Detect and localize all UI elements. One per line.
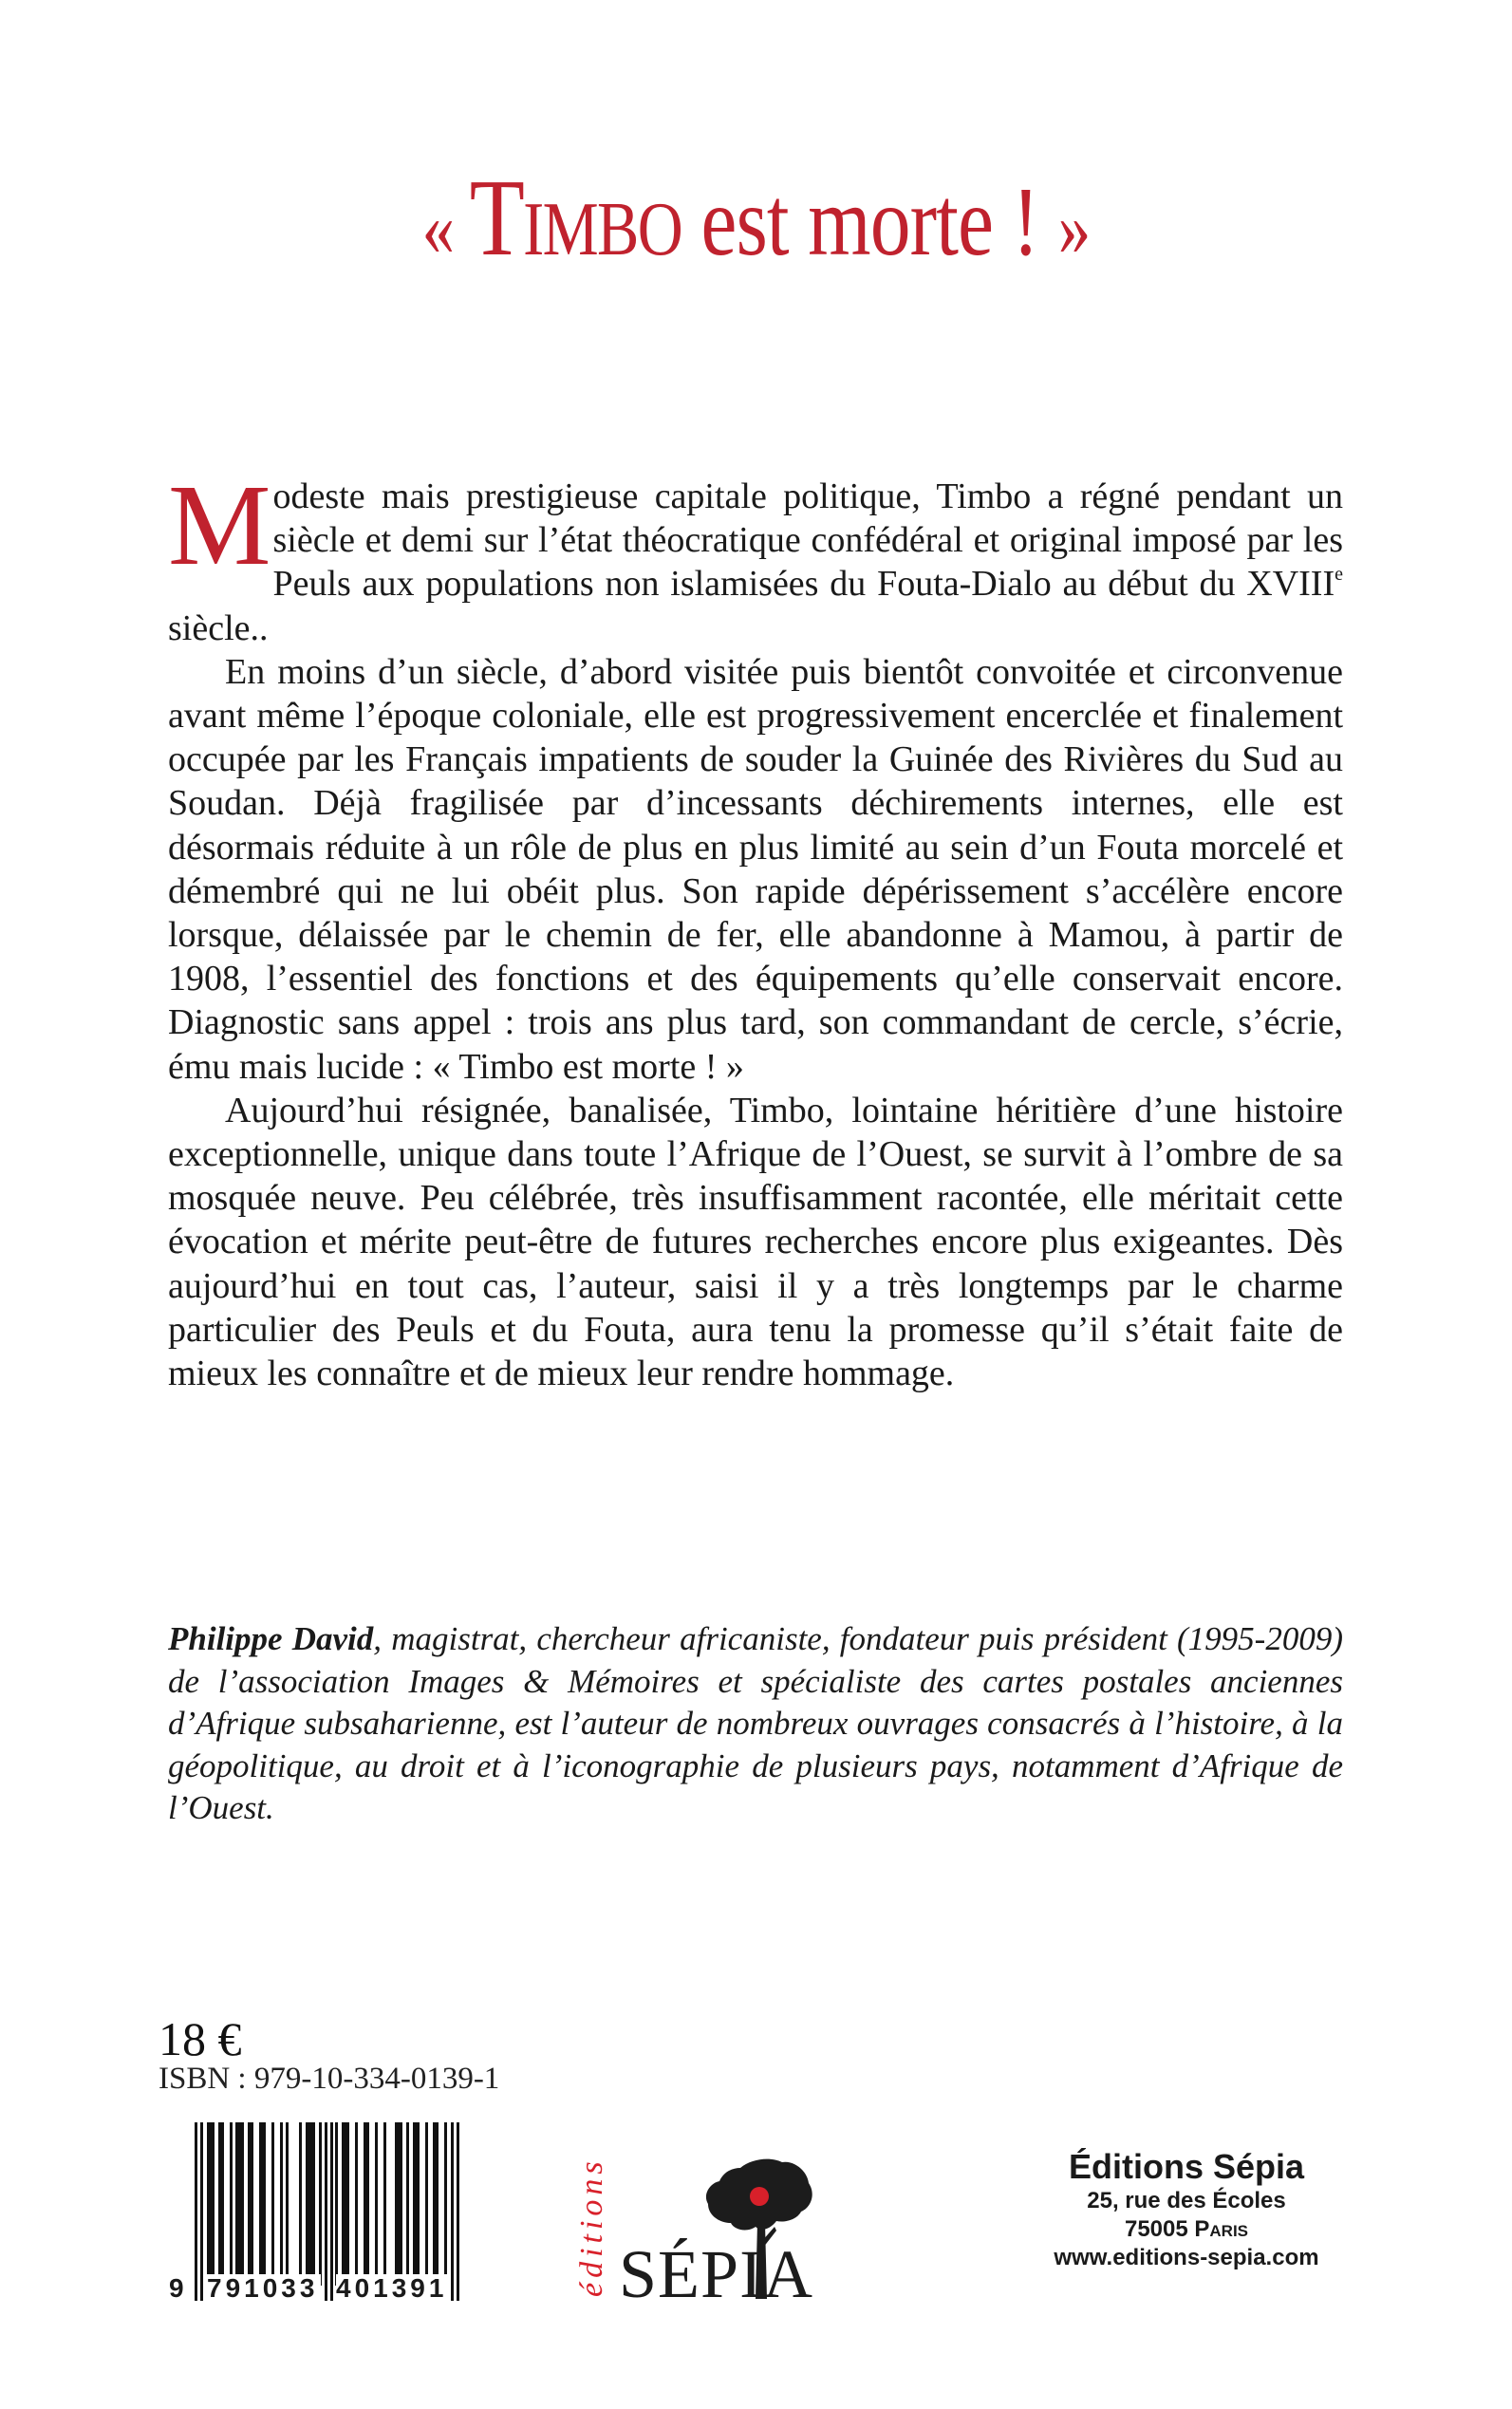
blurb-paragraph-1 — [168, 461, 1343, 650]
superscript-e: e — [1335, 564, 1343, 586]
publisher-city-line — [987, 2215, 1386, 2244]
title-open-quote: « — [421, 184, 470, 272]
publisher-street: 25, rue des Écoles — [1087, 2188, 1286, 2213]
publisher-postcode: 75005 — [1124, 2216, 1188, 2242]
isbn-barcode — [169, 2122, 492, 2312]
price: 18 € — [159, 2012, 242, 2065]
title-timbo: Timbo — [469, 158, 682, 279]
drop-cap: M — [168, 461, 271, 589]
barcode-left-group: 791033 — [207, 2274, 321, 2303]
blurb-p1-end: siècle.. — [168, 607, 269, 648]
barcode-lead-digit: 9 — [169, 2273, 188, 2303]
page-title — [136, 158, 1375, 286]
author-bio-text: , magistrat, chercheur africaniste, fondateur puis président (1995-2009) de l’association Images & Mémoires et spécialiste des cartes postales anciennes d’Afrique subsaharienne, est l’auteur de nombreux ouvrages consacrés à l’histoire, à la géopolitique, au droit et à l’iconographie de plusieurs pays, notamment d’Afrique de l’Ouest. — [168, 1620, 1343, 1826]
title-close-quote: » — [1057, 184, 1091, 272]
logo-sepia-text: SÉPIA — [619, 2236, 814, 2312]
publisher-logo — [569, 2117, 854, 2363]
publisher-website[interactable]: www.editions-sepia.com — [1054, 2245, 1319, 2270]
blurb-paragraph-3: Aujourd’hui résignée, banalisée, Timbo, lointaine héritière d’une histoire exceptionnelle, unique dans toute l’Afrique de l’Ouest, se survit à l’ombre de sa mosquée neuve. Peu célébrée, très insuffisamment racontée, elle méritait cette évocation et mérite peut-être de futures recherches encore plus exigeantes. Dès aujourd’hui en tout cas, l’auteur, saisi il y a très longtemps par le charme particulier des Peuls et du Fouta, aura tenu la promesse qu’il s’était faite de mieux les connaître et de mieux leur rendre hommage. — [168, 1090, 1343, 1394]
publisher-name: Éditions Sépia — [1068, 2147, 1305, 2186]
blurb-paragraph-2: En moins d’un siècle, d’abord visitée puis bientôt convoitée et circonvenue avant même l’époque coloniale, elle est progressivement encerclée et finalement occupée par les Français impatients de souder la Guinée des Rivières du Sud au Soudan. Déjà fragilisée par d’incessants déchirements internes, elle est désormais réduite à un rôle de plus en plus limité au sein d’un Fouta morcelé et démembré qui ne lui obéit plus. Son rapide dépérissement s’accélère encore lorsque, délaissée par le chemin de fer, elle abandonne à Mamou, à partir de 1908, l’essentiel des fonctions et des équipements qu’elle conservait encore. Diagnostic sans appel : trois ans plus tard, son commandant de cercle, s’écrie, ému mais lucide : « Timbo est morte ! » — [168, 651, 1343, 1087]
author-name: Philippe David — [168, 1620, 374, 1657]
publisher-city: Paris — [1194, 2216, 1249, 2242]
barcode-right-group: 401391 — [336, 2273, 448, 2303]
isbn: ISBN : 979-10-334-0139-1 — [159, 2062, 500, 2096]
logo-editions-text: éditions — [574, 2157, 609, 2297]
back-cover-blurb — [168, 461, 1343, 1395]
publisher-address — [987, 2147, 1386, 2272]
blurb-p1-text: odeste mais prestigieuse capitale politique, Timbo a régné pendant un siècle et demi sur l’état théocratique confédéral et original imposé par les Peuls aux populations non islamisées du Fouta-Dialo au début du XVIII — [272, 476, 1343, 605]
title-rest: est morte ! — [681, 167, 1058, 276]
author-bio — [168, 1618, 1343, 1830]
